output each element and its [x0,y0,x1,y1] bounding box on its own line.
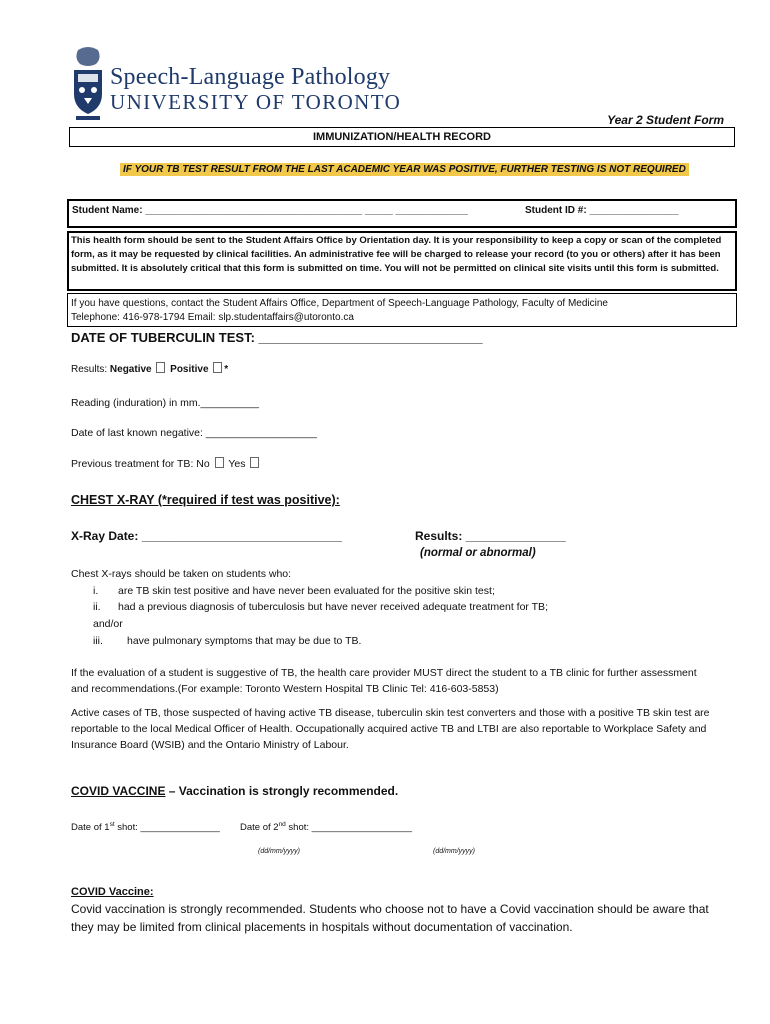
treatment-yes-checkbox[interactable] [250,457,259,468]
dose2-date-format-hint: (dd/mm/yyyy) [433,848,475,855]
covid-dose1-field[interactable] [71,821,220,833]
xray-criterion-3: have pulmonary symptoms that may be due to TB. [127,635,362,647]
form-title: IMMUNIZATION/HEALTH RECORD [69,127,735,147]
dose2-sup: nd [278,821,286,828]
xray-criterion-2-num: ii. [93,601,101,613]
dose1-blank: shot: _______________ [114,822,220,834]
chest-xray-heading: CHEST X-RAY (*required if test was positive): [71,493,340,507]
dose1-sup: st [109,821,115,828]
instructions-text: This health form should be sent to the Student Affairs Office by Orientation day. It is your responsibility to keep a copy or scan of the completed form, as it may be requested by clinical facilities. An administrative fee will be charged to release your record (to you or others) after it has been submitted. It is absolutely critical that this form is submitted on time. You will not be permitted on clinical site visits until this form is submitted. [71,235,722,274]
xray-criterion-1: are TB skin test positive and have never been evaluated for the positive skin test; [118,585,495,597]
xray-criterion-2: had a previous diagnosis of tuberculosis but have never received adequate treatment for TB; [118,601,548,613]
covid-heading-note: – Vaccination is strongly recommended. [165,784,399,798]
logo-university-name: UNIVERSITY OF TORONTO [110,90,402,114]
student-id-field[interactable]: Student ID #: ________________ [525,205,679,216]
tb-warning-banner: IF YOUR TB TEST RESULT FROM THE LAST ACADEMIC YEAR WAS POSITIVE, FURTHER TESTING IS NOT REQUIRED [120,163,689,176]
tb-reporting-paragraph: Active cases of TB, those suspected of having active TB disease, tuberculin skin test converters and those with a positive TB skin test are reportable to the local Medical Officer of Health. Occupationally acquired active TB and LTBI are also reportable to Workplace Safety and Insurance Board (WSIB) and the Ontario Ministry of Labour. [71,707,710,751]
tb-clinic-referral-paragraph: If the evaluation of a student is suggestive of TB, the health care provider MUST direct the student to a TB clinic for further assessment and recommendations.(For example: Toronto Western Hospital TB Clinic Tel: 416-603-5853) [71,667,697,695]
form-label: Year 2 Student Form [607,113,724,127]
dose1-date-format-hint: (dd/mm/yyyy) [258,848,300,855]
positive-asterisk: * [224,364,229,375]
tb-positive-label: Positive [170,364,209,375]
university-crest-logo [70,46,106,122]
treatment-yes-label: Yes [228,458,246,470]
last-negative-date-field[interactable]: Date of last known negative: ___________________ [71,427,317,439]
tb-negative-checkbox[interactable] [156,362,165,373]
contact-info [71,297,733,325]
tb-results-row [71,362,228,375]
student-name-field[interactable]: Student Name: _______________________________________ _____ _____________ [72,205,468,216]
covid-heading-label: COVID VACCINE [71,784,166,798]
dose1-label: Date of 1 [71,822,110,834]
previous-treatment-label: Previous treatment for TB: No [71,458,210,470]
treatment-no-checkbox[interactable] [215,457,224,468]
covid-dose2-field[interactable] [240,821,412,833]
contact-line-office: If you have questions, contact the Student Affairs Office, Department of Speech-Language Pathology, Faculty of Medicine [71,298,608,309]
tb-positive-checkbox[interactable] [213,362,222,373]
dose2-label: Date of 2 [240,822,279,834]
tb-test-date-heading[interactable]: DATE OF TUBERCULIN TEST: _______________________________ [71,330,483,345]
contact-line-phone-email: Telephone: 416-978-1794 Email: slp.studentaffairs@utoronto.ca [71,312,354,323]
tb-results-label: Results: [71,364,108,375]
xray-criteria-intro: Chest X-rays should be taken on students who: [71,568,292,580]
xray-results-field[interactable]: Results: _______________ [415,529,566,543]
normal-abnormal-hint: (normal or abnormal) [420,547,536,559]
previous-treatment-row [71,457,261,470]
covid-vaccine-heading [71,784,398,798]
covid-recommendation-text: Covid vaccination is strongly recommended. Students who choose not to have a Covid vaccination should be aware that they may be limited from clinical placements in hospitals without documentation of vaccination. [71,902,709,934]
dose2-blank: shot: ___________________ [285,822,413,834]
tb-negative-label: Negative [109,364,152,375]
covid-subheading: COVID Vaccine: [71,886,154,898]
xray-date-field[interactable]: X-Ray Date: ______________________________ [71,529,342,543]
logo-department-name: Speech-Language Pathology [110,64,391,90]
induration-reading-field[interactable]: Reading (induration) in mm.__________ [71,397,259,409]
xray-criterion-3-num: iii. [93,635,103,647]
xray-criterion-1-num: i. [93,585,99,597]
xray-andor: and/or [93,618,123,630]
